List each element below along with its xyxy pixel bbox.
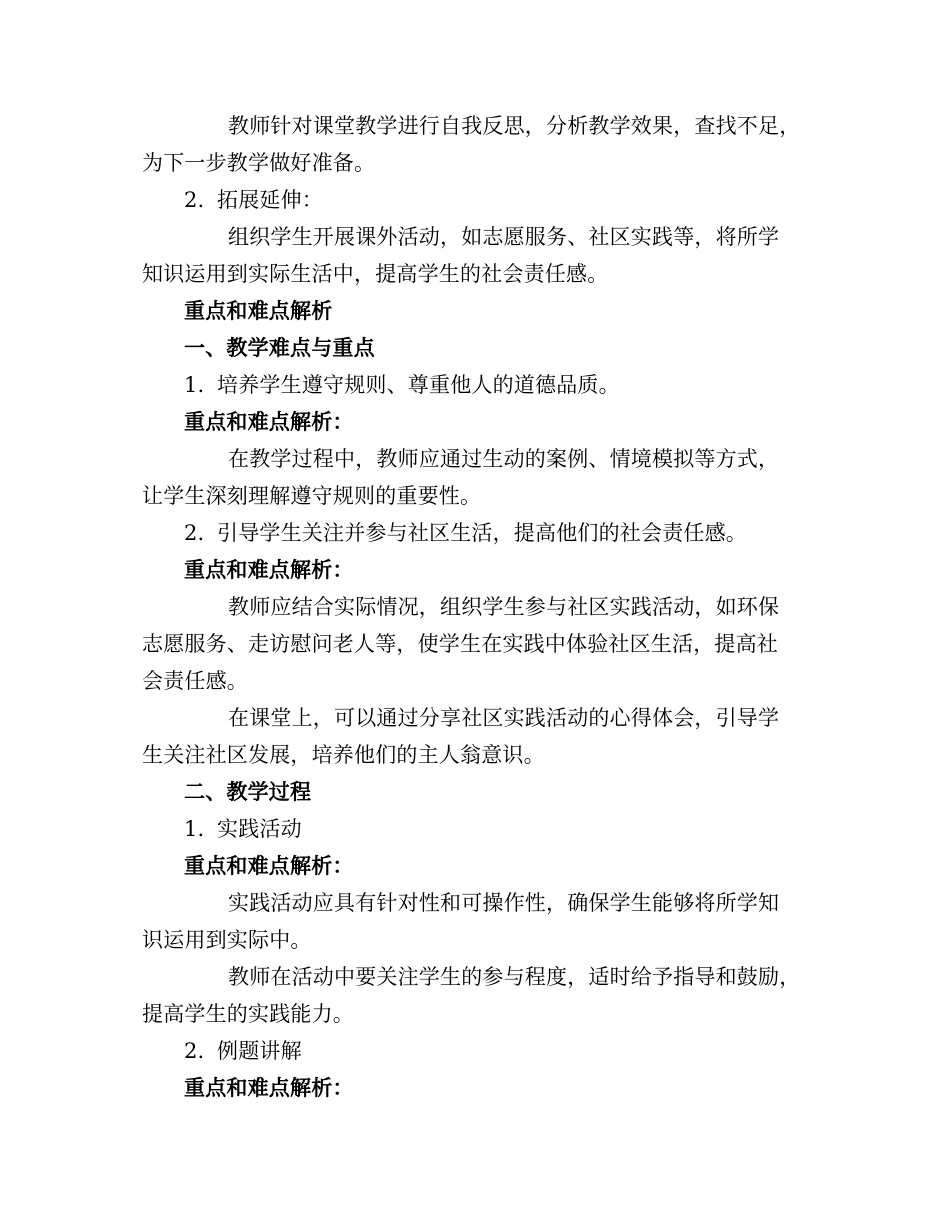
analysis-label: 重点和难点解析： bbox=[184, 557, 354, 582]
paragraph-line: 教师针对课堂教学进行自我反思，分析教学效果，查找不足， bbox=[228, 114, 801, 138]
section-heading: 一、教学难点与重点 bbox=[184, 335, 375, 360]
list-item-number: 1. bbox=[184, 373, 205, 397]
paragraph-line: 在教学过程中，教师应通过生动的案例、情境模拟等方式， bbox=[228, 447, 780, 471]
paragraph-line: 在课堂上，可以通过分享社区实践活动的心得体会，引导学 bbox=[228, 706, 780, 730]
paragraph-line: 识运用到实际中。 bbox=[142, 928, 312, 952]
paragraph-line: 实践活动应具有针对性和可操作性，确保学生能够将所学知 bbox=[228, 891, 780, 915]
section-heading: 二、教学过程 bbox=[184, 779, 312, 804]
paragraph-line: 教师在活动中要关注学生的参与程度，适时给予指导和鼓励， bbox=[228, 965, 801, 989]
paragraph-line: 生关注社区发展，培养他们的主人翁意识。 bbox=[142, 743, 545, 767]
analysis-label: 重点和难点解析： bbox=[184, 853, 354, 878]
paragraph-line: 会责任感。 bbox=[142, 669, 248, 693]
paragraph-line: 让学生深刻理解遵守规则的重要性。 bbox=[142, 484, 482, 508]
list-item bbox=[184, 1038, 302, 1064]
list-item-number: 2. bbox=[184, 1039, 205, 1063]
list-item bbox=[184, 187, 323, 213]
paragraph-line: 教师应结合实际情况，组织学生参与社区实践活动，如环保 bbox=[228, 595, 780, 619]
paragraph-line: 志愿服务、走访慰问老人等，使学生在实践中体验社区生活，提高社 bbox=[142, 632, 778, 656]
list-item-number: 2. bbox=[184, 521, 205, 545]
list-item bbox=[184, 372, 620, 398]
list-item bbox=[184, 816, 302, 842]
list-item-number: 1. bbox=[184, 817, 205, 841]
list-item-text: 引导学生关注并参与社区生活，提高他们的社会责任感。 bbox=[217, 521, 747, 545]
list-item-text: 拓展延伸： bbox=[217, 188, 323, 212]
list-item-number: 2. bbox=[184, 188, 205, 212]
analysis-label: 重点和难点解析： bbox=[184, 409, 354, 434]
list-item bbox=[184, 520, 747, 546]
list-item-text: 实践活动 bbox=[217, 817, 302, 841]
list-item-text: 例题讲解 bbox=[217, 1039, 302, 1063]
paragraph-line: 知识运用到实际生活中，提高学生的社会责任感。 bbox=[142, 262, 609, 286]
paragraph-line: 为下一步教学做好准备。 bbox=[142, 151, 376, 175]
paragraph-line: 提高学生的实践能力。 bbox=[142, 1002, 354, 1026]
heading: 重点和难点解析 bbox=[184, 298, 333, 323]
list-item-text: 培养学生遵守规则、尊重他人的道德品质。 bbox=[217, 373, 620, 397]
paragraph-line: 组织学生开展课外活动，如志愿服务、社区实践等，将所学 bbox=[228, 225, 780, 249]
analysis-label: 重点和难点解析： bbox=[184, 1075, 354, 1100]
